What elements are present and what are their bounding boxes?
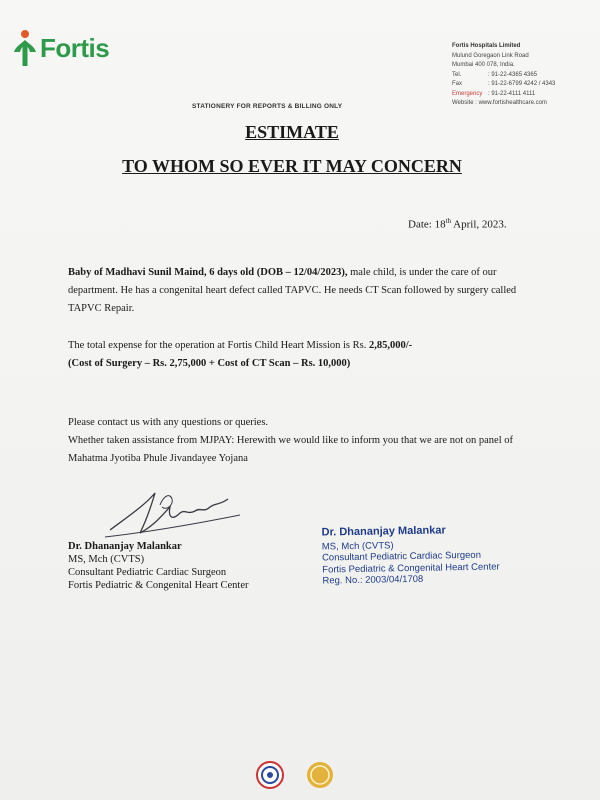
emergency-value: : 91-22-4111 4111	[488, 90, 536, 97]
fortis-logo	[12, 28, 109, 68]
emergency-label: Emergency	[452, 90, 483, 97]
expense-amount: 2,85,000/-	[368, 340, 413, 351]
date-rest: April, 2023.	[451, 218, 507, 231]
tel-label: Tel.	[452, 71, 462, 78]
signatory-block	[68, 540, 249, 592]
document-title: ESTIMATE	[245, 122, 339, 142]
signatory-degree: MS, Mch (CVTS)	[68, 554, 145, 565]
stamp-reg: Reg. No.: 2003/04/1708	[322, 573, 424, 587]
cost-breakdown: (Cost of Surgery – Rs. 2,75,000 + Cost of CT Scan – Rs. 10,000)	[68, 358, 351, 369]
tel-value: : 91-22-4365 4365	[488, 71, 538, 78]
fortis-logo-icon	[12, 28, 38, 68]
mjpay-note: Whether taken assistance from MJPAY: Herewith we would like to inform you that we are not on panel of Mahatma Jyotiba Phule Jivandayee Yojana	[68, 435, 513, 464]
handwritten-signature	[100, 485, 245, 545]
website: Website : www.fortishealthcare.com	[452, 100, 547, 106]
document-date	[408, 217, 507, 231]
accreditation-seal-icon	[255, 760, 285, 790]
signatory-center: Fortis Pediatric & Congenital Heart Center	[68, 580, 249, 591]
address-line-2: Mumbai 400 078, India.	[452, 62, 515, 68]
stamp-degree: MS, Mch (CVTS)	[321, 539, 394, 553]
doctor-stamp	[321, 524, 499, 587]
stamp-name: Dr. Dhananjay Malankar	[321, 524, 446, 539]
company-name: Fortis Hospitals Limited	[452, 43, 521, 49]
date-prefix: Date: 18	[408, 218, 446, 231]
contact-line: Please contact us with any questions or queries.	[68, 417, 269, 428]
logo-wordmark: Fortis	[40, 32, 110, 63]
quality-seal-icon	[305, 760, 335, 790]
stationery-note: STATIONERY FOR REPORTS & BILLING ONLY	[192, 103, 343, 110]
hospital-address	[452, 42, 555, 109]
stamp-center: Fortis Pediatric & Congenital Heart Center	[322, 560, 500, 576]
patient-details: male child, is under the care of our department. He has a congenital heart defect called TAPVC. He needs CT Scan followed by surgery called TAPVC Repair.	[68, 267, 517, 314]
accreditation-seals	[255, 760, 335, 790]
patient-intro: Baby of Madhavi Sunil Maind, 6 days old (DOB – 12/04/2023),	[68, 267, 348, 278]
fax-label: Fax	[452, 81, 463, 87]
emergency-row	[452, 90, 555, 100]
date-ordinal: th	[445, 217, 452, 225]
patient-paragraph	[68, 264, 528, 318]
contact-paragraph	[68, 414, 528, 468]
expense-line	[68, 337, 528, 355]
expense-paragraph	[68, 337, 528, 373]
address-line-1: Mulund Goregaon Link Road	[452, 52, 529, 59]
expense-text: The total expense for the operation at Fortis Child Heart Mission is Rs.	[68, 340, 369, 351]
document-subtitle: TO WHOM SO EVER IT MAY CONCERN	[122, 156, 462, 176]
fax-value: : 91-22-6799 4242 / 4343	[488, 81, 556, 87]
signatory-role: Consultant Pediatric Cardiac Surgeon	[68, 567, 227, 578]
tel-row	[452, 71, 555, 81]
signatory-name: Dr. Dhananjay Malankar	[68, 541, 182, 552]
fax-row	[452, 80, 555, 90]
stamp-role: Consultant Pediatric Cardiac Surgeon	[321, 549, 482, 564]
